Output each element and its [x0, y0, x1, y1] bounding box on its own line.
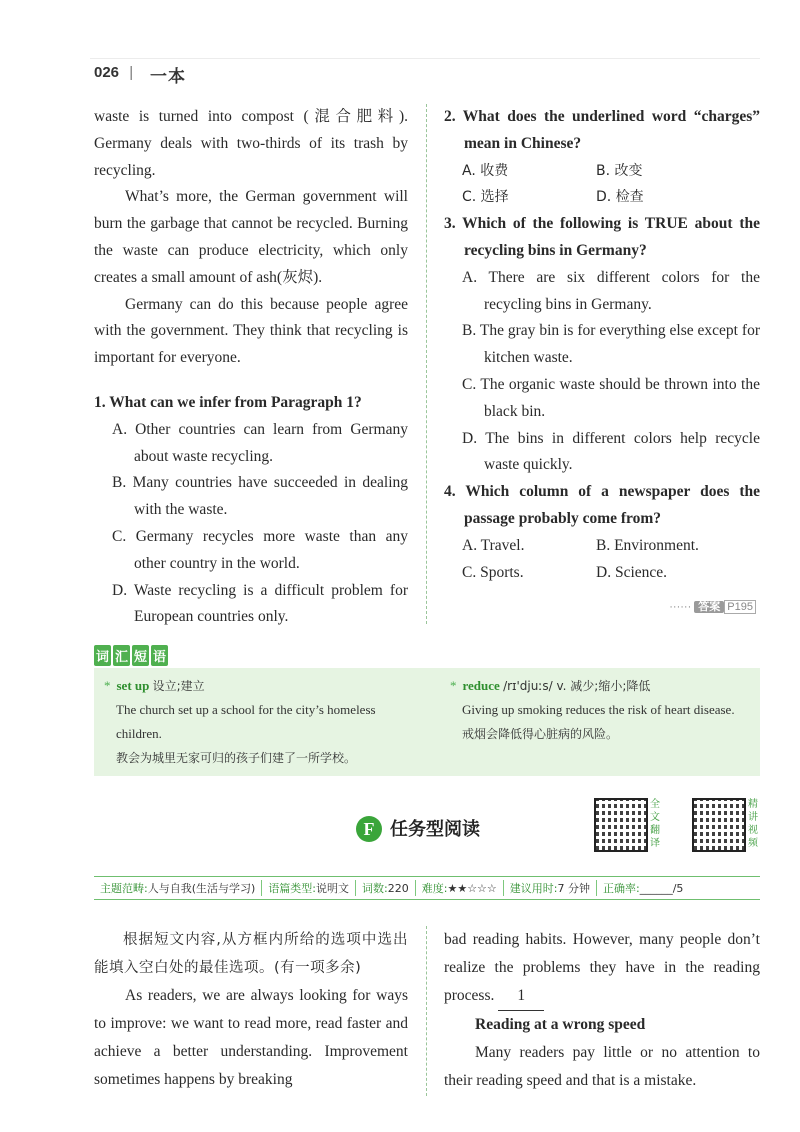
- left-column: [94, 104, 408, 631]
- question-4-option-b[interactable]: B. Environment.: [596, 536, 699, 554]
- question-3-option-a[interactable]: A. There are six different colors for the recycling bins in Germany.: [462, 268, 760, 313]
- question-2-option-d[interactable]: D. 检查: [596, 189, 644, 206]
- task-right-column: [444, 926, 760, 1095]
- vocab-meaning: /rɪ'djuːs/ v. 减少;缩小;降低: [503, 679, 651, 693]
- vocab-phrase: reduce: [462, 678, 500, 693]
- question-2-option-a[interactable]: A. 收费: [462, 162, 509, 179]
- page-number-text: 026: [94, 64, 120, 81]
- qr-label-char: 文: [650, 812, 660, 823]
- vocab-title-char: 短: [132, 645, 149, 666]
- qr-translation[interactable]: [594, 798, 662, 852]
- header-divider: [90, 58, 760, 59]
- vocab-title-char: 汇: [113, 645, 130, 666]
- vocab-title: [94, 645, 170, 666]
- info-words: 词数:220: [356, 880, 416, 896]
- question-2-options: [444, 158, 760, 212]
- info-time: 建议用时:7 分钟: [504, 880, 597, 896]
- vocab-star: *: [450, 678, 457, 693]
- qr-translation-label: [650, 798, 662, 852]
- passage-paragraph: Germany can do this because people agree with the government. They think that recycling is important for everyone.: [94, 295, 408, 367]
- qr-label-char: 频: [748, 838, 758, 849]
- qr-code-icon[interactable]: [692, 798, 746, 852]
- question-3-option-c[interactable]: C. The organic waste should be thrown into the black bin.: [462, 375, 760, 420]
- question-4-option-a[interactable]: A. Travel.: [462, 536, 525, 554]
- qr-code-icon[interactable]: [594, 798, 648, 852]
- passage-paragraph: waste is turned into compost (混合肥料). Germany deals with two-thirds of its trash by recycling.: [94, 108, 408, 179]
- question-3-option-d[interactable]: D. The bins in different colors help recycle waste quickly.: [462, 429, 760, 474]
- question-2-stem: 2. What does the underlined word “charges” mean in Chinese?: [444, 108, 760, 152]
- task-paragraph-continued: [444, 926, 760, 1011]
- vocab-example-zh: 教会为城里无家可归的孩子们建了一所学校。: [116, 751, 357, 765]
- vocab-title-char: 词: [94, 645, 111, 666]
- question-3-stem: 3. Which of the following is TRUE about the recycling bins in Germany?: [444, 215, 760, 259]
- question-1-option-d[interactable]: D. Waste recycling is a difficult problem for European countries only.: [112, 581, 408, 626]
- vocab-example-en: Giving up smoking reduces the risk of heart disease.: [462, 702, 735, 717]
- right-column: [444, 104, 760, 586]
- column-divider-lower: [426, 926, 427, 1096]
- answer-label: 答案: [694, 601, 724, 613]
- question-3-option-b[interactable]: B. The gray bin is for everything else except for kitchen waste.: [462, 322, 760, 367]
- question-4-stem: 4. Which column of a newspaper does the passage probably come from?: [444, 483, 760, 527]
- qr-label-char: 讲: [748, 812, 758, 823]
- page-number: [94, 64, 139, 81]
- task-instruction: 根据短文内容,从方框内所给的选项中选出能填入空白处的最佳选项。(有一项多余): [94, 932, 408, 976]
- section-badge: F: [356, 816, 382, 842]
- question-4-option-d[interactable]: D. Science.: [596, 563, 668, 581]
- question-2-option-b[interactable]: B. 改变: [596, 162, 643, 179]
- question-2-option-c[interactable]: C. 选择: [462, 189, 509, 206]
- qr-video-label: [748, 798, 760, 852]
- task-subheading: Reading at a wrong speed: [475, 1016, 646, 1033]
- info-accuracy[interactable]: 正确率:______/5: [603, 882, 684, 895]
- vocab-example-zh: 戒烟会降低得心脏病的风险。: [462, 727, 619, 741]
- book-title: 一本: [150, 67, 186, 86]
- qr-video[interactable]: [692, 798, 760, 852]
- section-title-text: 任务型阅读: [390, 819, 480, 840]
- answer-dots: ······: [669, 601, 692, 613]
- info-theme: 主题范畴:人与自我(生活与学习): [94, 880, 262, 896]
- info-difficulty: 难度:★★☆☆☆: [416, 880, 504, 896]
- answer-page: P195: [724, 600, 756, 614]
- qr-label-char: 全: [650, 799, 660, 810]
- column-divider: [426, 104, 427, 624]
- passage-paragraph: What’s more, the German government will burn the garbage that cannot be recycled. Burning the waste can produce electricity, which only creates a small amount of ash(灰烬).: [94, 188, 408, 286]
- section-title: [356, 815, 480, 842]
- qr-label-char: 视: [748, 825, 758, 836]
- question-1-option-c[interactable]: C. Germany recycles more waste than any other country in the world.: [112, 527, 408, 572]
- question-1-option-b[interactable]: B. Many countries have succeeded in dealing with the waste.: [112, 474, 408, 519]
- vocab-example-en: The church set up a school for the city’s homeless children.: [116, 702, 376, 741]
- question-4-options: [444, 533, 760, 587]
- info-bar: [94, 876, 760, 900]
- answer-reference[interactable]: [669, 598, 756, 614]
- vocab-item-set-up: [104, 674, 422, 770]
- vocab-star: *: [104, 678, 111, 693]
- vocab-box: [94, 668, 760, 776]
- question-1-stem: 1. What can we infer from Paragraph 1?: [94, 393, 362, 411]
- task-left-column: [94, 926, 408, 1094]
- qr-label-char: 翻: [650, 825, 660, 836]
- task-paragraph: Many readers pay little or no attention to their reading speed and that is a mistake.: [444, 1044, 760, 1089]
- task-paragraph-text: bad reading habits. However, many people don’t realize the problems they have in the reading process.: [444, 931, 760, 1004]
- blank-1[interactable]: 1: [498, 982, 544, 1011]
- question-4-option-c[interactable]: C. Sports.: [462, 563, 524, 581]
- qr-label-char: 译: [650, 838, 660, 849]
- qr-label-char: 精: [748, 799, 758, 810]
- header-separator: |: [129, 64, 134, 81]
- task-paragraph: As readers, we are always looking for ways to improve: we want to read more, read faster and achieve a better understanding. Improvement sometimes happens by breaking: [94, 987, 408, 1088]
- vocab-title-char: 语: [151, 645, 168, 666]
- question-1-option-a[interactable]: A. Other countries can learn from Germany about waste recycling.: [112, 420, 408, 465]
- vocab-item-reduce: [450, 674, 750, 746]
- vocab-meaning: 设立;建立: [152, 679, 205, 693]
- vocab-phrase: set up: [116, 678, 150, 693]
- info-genre: 语篇类型:说明文: [262, 880, 356, 896]
